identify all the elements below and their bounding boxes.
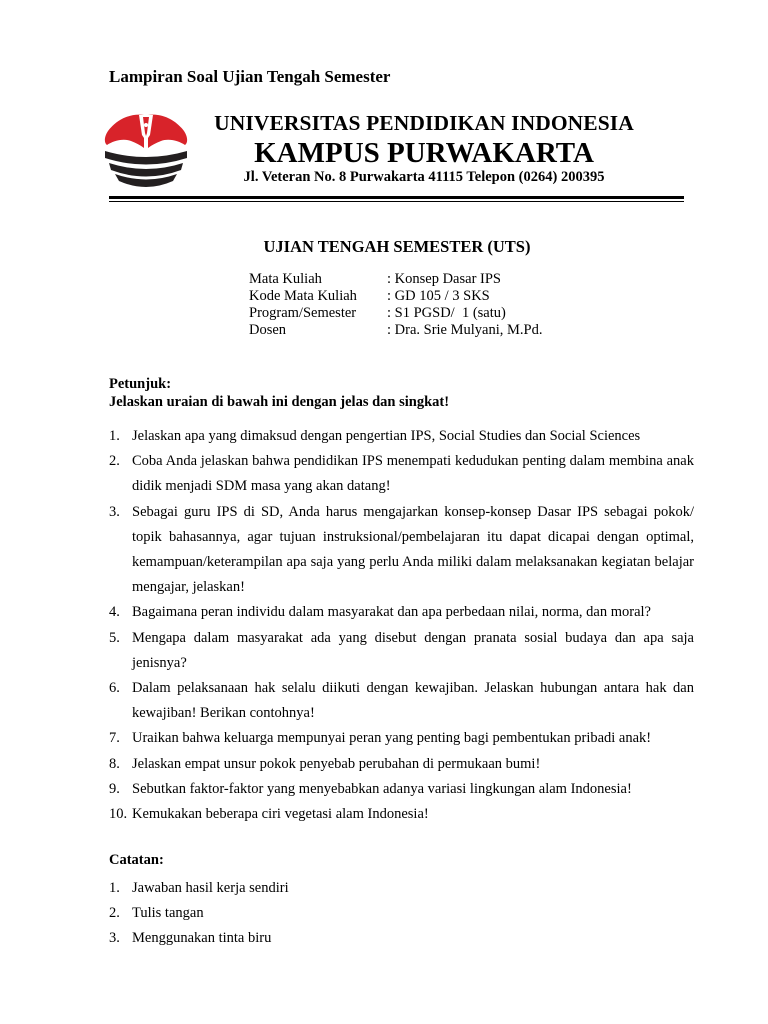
question-item xyxy=(109,676,694,726)
question-text: Uraikan bahwa keluarga mempunyai peran yang penting bagi pembentukan pribadi anak! xyxy=(132,730,652,747)
question-number: 3. xyxy=(109,503,120,520)
question-number: 9. xyxy=(109,780,120,797)
info-value: : Dra. Srie Mulyani, M.Pd. xyxy=(387,322,543,338)
info-row xyxy=(249,305,542,322)
question-number: 5. xyxy=(109,629,120,646)
info-label: Program/Semester xyxy=(249,305,357,321)
header-divider-thick xyxy=(109,196,684,199)
exam-title: UJIAN TENGAH SEMESTER (UTS) xyxy=(263,237,531,256)
question-list xyxy=(109,424,694,827)
question-text: Mengapa dalam masyarakat ada yang disebut dengan pranata sosial budaya dan apa saja jenisnya? xyxy=(132,629,694,671)
info-row xyxy=(249,288,542,305)
notes-list xyxy=(109,876,694,952)
note-text: Menggunakan tinta biru xyxy=(132,930,272,947)
question-number: 7. xyxy=(109,730,120,747)
campus-address: Jl. Veteran No. 8 Purwakarta 41115 Telepon (0264) 200395 xyxy=(243,169,605,185)
question-number: 4. xyxy=(109,604,120,621)
info-label: Kode Mata Kuliah xyxy=(249,288,357,304)
attachment-title: Lampiran Soal Ujian Tengah Semester xyxy=(109,67,391,86)
question-item xyxy=(109,626,694,676)
question-item xyxy=(109,424,694,449)
exam-info xyxy=(249,271,542,339)
note-item xyxy=(109,876,694,901)
instructions-heading: Petunjuk: xyxy=(109,376,172,392)
info-value: : S1 PGSD/ 1 (satu) xyxy=(387,305,506,321)
info-row xyxy=(249,322,542,339)
info-label: Dosen xyxy=(249,322,287,338)
question-text: Dalam pelaksanaan hak selalu diikuti dengan kewajiban. Jelaskan hubungan antara hak dan kewajiban! Berikan contohnya! xyxy=(132,680,694,722)
note-item xyxy=(109,926,694,951)
question-number: 6. xyxy=(109,680,120,697)
info-row xyxy=(249,271,542,288)
campus-name: KAMPUS PURWAKARTA xyxy=(254,137,594,169)
note-number: 1. xyxy=(109,880,120,896)
question-number: 2. xyxy=(109,453,120,470)
question-text: Jelaskan apa yang dimaksud dengan pengertian IPS, Social Studies dan Social Sciences xyxy=(132,428,641,444)
note-text: Jawaban hasil kerja sendiri xyxy=(132,880,289,896)
question-text: Coba Anda jelaskan bahwa pendidikan IPS menempati kedudukan penting dalam membina anak didik menjadi SDM masa yang akan datang! xyxy=(132,453,694,495)
note-number: 3. xyxy=(109,930,120,947)
note-text: Tulis tangan xyxy=(132,905,204,922)
question-item xyxy=(109,802,694,827)
info-label: Mata Kuliah xyxy=(249,271,322,287)
notes-heading: Catatan: xyxy=(109,852,164,868)
info-value: : GD 105 / 3 SKS xyxy=(387,288,490,304)
question-item xyxy=(109,600,694,625)
question-text: Sebagai guru IPS di SD, Anda harus mengajarkan konsep-konsep Dasar IPS sebagai pokok/ topik bahasannya, agar tujuan instruksional/pembelajaran itu dapat dicapai dengan optimal, kemampuan/keterampilan apa saja yang perlu Anda miliki dalam melaksanakan kegiatan belajar mengajar, jelaskan! xyxy=(132,503,694,596)
note-number: 2. xyxy=(109,905,120,922)
question-text: Kemukakan beberapa ciri vegetasi alam Indonesia! xyxy=(132,806,429,823)
university-name: UNIVERSITAS PENDIDIKAN INDONESIA xyxy=(214,111,634,135)
question-item xyxy=(109,726,694,751)
question-text: Jelaskan empat unsur pokok penyebab perubahan di permukaan bumi! xyxy=(132,755,541,772)
question-item xyxy=(109,449,694,499)
header-divider-thin xyxy=(109,201,684,202)
question-text: Sebutkan faktor-faktor yang menyebabkan adanya variasi lingkungan alam Indonesia! xyxy=(132,780,632,797)
note-item xyxy=(109,901,694,926)
question-item xyxy=(109,777,694,802)
question-item xyxy=(109,752,694,777)
info-value: : Konsep Dasar IPS xyxy=(387,271,501,287)
question-number: 10. xyxy=(109,806,128,823)
question-item xyxy=(109,500,694,601)
question-text: Bagaimana peran individu dalam masyarakat dan apa perbedaan nilai, norma, dan moral? xyxy=(132,604,651,621)
question-number: 8. xyxy=(109,755,120,772)
instructions xyxy=(109,375,449,411)
question-number: 1. xyxy=(109,428,120,444)
instructions-text: Jelaskan uraian di bawah ini dengan jelas dan singkat! xyxy=(109,394,450,410)
